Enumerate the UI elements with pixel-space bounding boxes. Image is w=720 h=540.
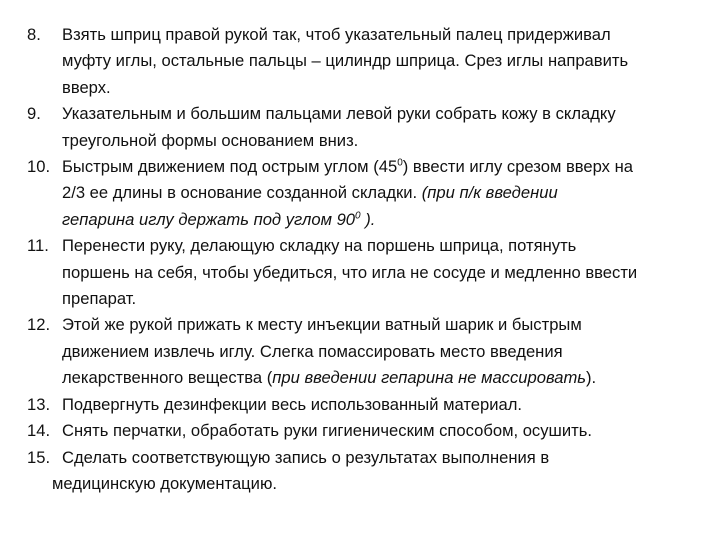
step-number: 13.	[27, 394, 51, 414]
step-number: 8.	[27, 25, 41, 44]
step-text-line: поршень на себя, чтобы убедиться, что игла не сосуде и медленно ввести	[62, 262, 638, 282]
step-number: 10.	[27, 157, 51, 177]
step-text-line	[62, 154, 710, 180]
step-text: ) ввести иглу срезом вверх на	[402, 157, 633, 177]
step-text-line: Сделать соответствующую запись о результатах выполнения в	[62, 447, 550, 467]
step-text: ).	[586, 368, 597, 388]
step-text-line: препарат.	[62, 289, 137, 309]
step-text-line: треугольной формы основанием вниз.	[62, 130, 359, 150]
step-15	[0, 445, 720, 498]
step-text-line: вверх.	[62, 77, 111, 97]
step-text-line: Этой же рукой прижать к месту инъекции ватный шарик и быстрым	[62, 315, 582, 335]
step-9	[0, 101, 720, 154]
step-text-line	[62, 180, 710, 206]
step-number: 9.	[27, 104, 41, 124]
step-text-line	[62, 365, 710, 391]
step-number: 12.	[27, 315, 51, 335]
step-10	[0, 154, 720, 233]
step-number: 11.	[27, 236, 49, 256]
step-8	[0, 22, 720, 101]
step-text-line: движением извлечь иглу. Слегка помассировать место введения	[62, 341, 563, 361]
step-text: лекарственного вещества (	[62, 368, 273, 388]
step-text-line: медицинскую документацию.	[52, 473, 277, 493]
step-text: 2/3 ее длины в основание созданной складки.	[62, 183, 422, 203]
degree-superscript: 0	[355, 210, 361, 222]
step-13	[0, 392, 720, 418]
italic-note: гепарина иглу держать под углом 90	[62, 209, 356, 229]
step-text-line: Взять шприц правой рукой так, чтоб указательный палец придерживал	[62, 25, 611, 44]
procedure-steps-list	[0, 22, 720, 497]
step-text-line: Подвергнуть дезинфекции весь использованный материал.	[62, 394, 523, 414]
italic-note: ).	[360, 209, 376, 229]
italic-note: (при п/к введении	[421, 183, 558, 203]
step-text-line: Указательным и большим пальцами левой руки собрать кожу в складку	[62, 104, 616, 124]
italic-note: при введении гепарина не массировать	[272, 368, 587, 388]
step-text-line: муфту иглы, остальные пальцы – цилиндр шприца. Срез иглы направить	[62, 51, 629, 71]
step-number: 15.	[27, 447, 51, 467]
step-number: 14.	[27, 421, 51, 441]
step-text-line	[62, 207, 710, 233]
step-text-line: Перенести руку, делающую складку на поршень шприца, потянуть	[62, 236, 577, 256]
step-11	[0, 233, 720, 312]
degree-superscript: 0	[397, 157, 403, 169]
step-14	[0, 418, 720, 444]
step-text: Быстрым движением под острым углом (45	[62, 157, 398, 177]
step-text-line: Снять перчатки, обработать руки гигиеническим способом, осушить.	[62, 421, 592, 441]
step-12	[0, 312, 720, 391]
